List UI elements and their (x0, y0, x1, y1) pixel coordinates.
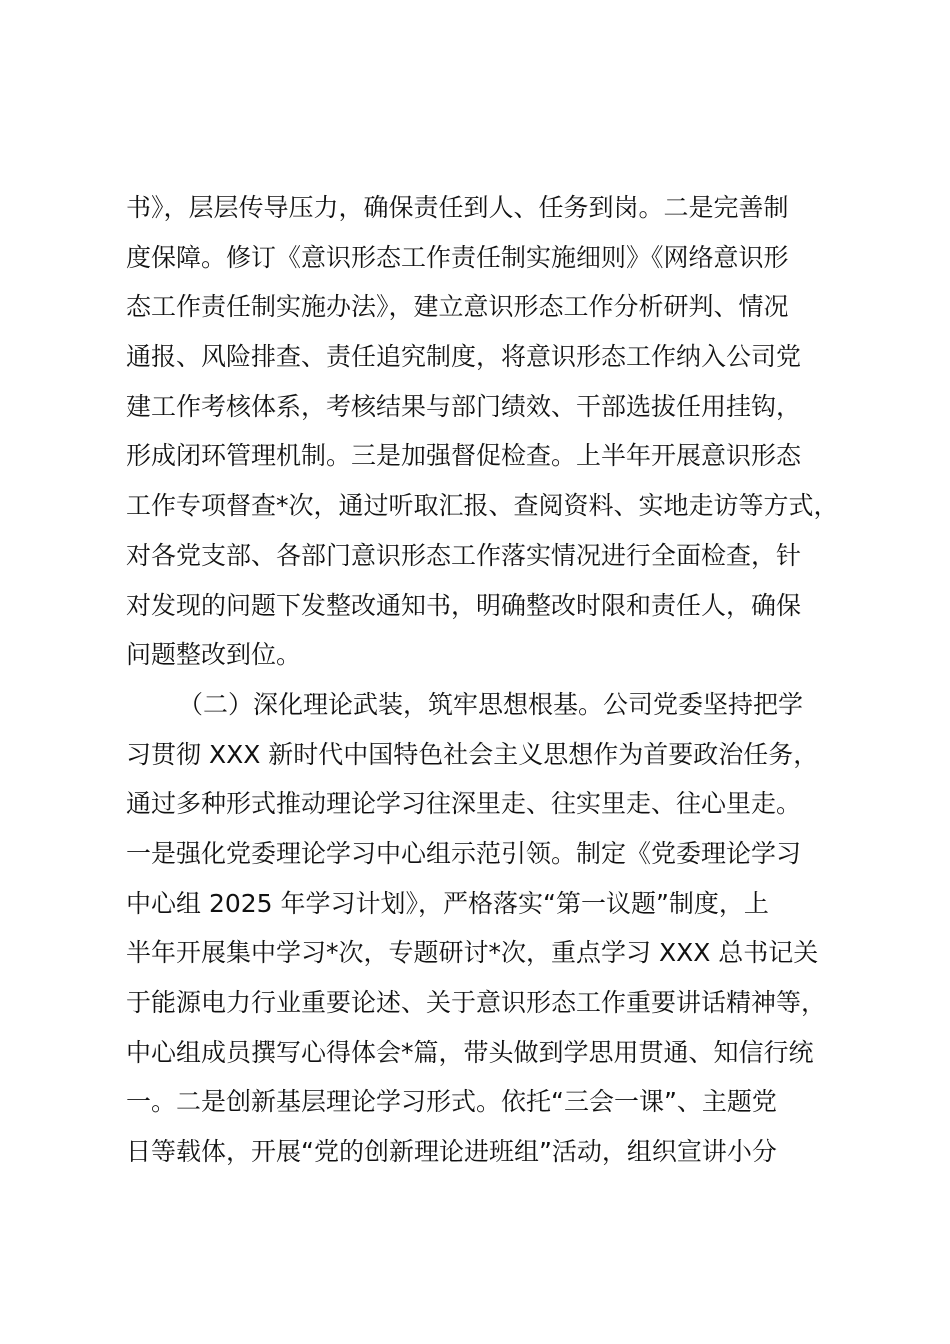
text-line: 中心组成员撰写心得体会*篇，带头做到学思用贯通、知信行统 (126, 1037, 814, 1067)
text-line: 建工作考核体系，考核结果与部门绩效、干部选拔任用挂钩， (126, 391, 802, 421)
text-line: 书》，层层传导压力，确保责任到人、任务到岗。二是完善制 (126, 193, 789, 222)
text-line: 通过多种形式推动理论学习往深里走、往实里走、往心里走。 (126, 789, 802, 819)
text-line: 习贯彻 XXX 新时代中国特色社会主义思想作为首要政治任务， (126, 739, 819, 769)
text-line: 于能源电力行业重要论述、关于意识形态工作重要讲话精神等， (126, 988, 827, 1017)
text-line: 工作专项督查*次，通过听取汇报、查阅资料、实地走访等方式， (126, 491, 839, 521)
text-line: 通报、风险排查、责任追究制度，将意识形态工作纳入公司党 (126, 342, 802, 372)
text-line: 日等载体，开展“党的创新理论进班组”活动，组织宣讲小分 (126, 1137, 777, 1167)
text-line: 中心组 2025 年学习计划》，严格落实“第一议题”制度，上 (126, 888, 769, 918)
text-line: 形成闭环管理机制。三是加强督促检查。上半年开展意识形态 (126, 441, 802, 471)
text-line: 半年开展集中学习*次，专题研讨*次，重点学习 XXX 总书记关 (126, 938, 819, 968)
text-line: 对各党支部、各部门意识形态工作落实情况进行全面检查，针 (126, 540, 802, 570)
text-line: 问题整改到位。 (126, 640, 302, 670)
text-line: 一。二是创新基层理论学习形式。依托“三会一课”、主题党 (126, 1087, 777, 1117)
text-line: 一是强化党委理论学习中心组示范引领。制定《党委理论学习 (126, 838, 802, 868)
text-line: 度保障。修订《意识形态工作责任制实施细则》《网络意识形 (126, 242, 789, 272)
text-line: 态工作责任制实施办法》，建立意识形态工作分析研判、情况 (126, 292, 789, 322)
body-text (126, 183, 866, 1177)
section-heading-line: （二）深化理论武装，筑牢思想根基。公司党委坚持把学 (178, 689, 804, 719)
text-line: 对发现的问题下发整改通知书，明确整改时限和责任人，确保 (126, 590, 802, 620)
